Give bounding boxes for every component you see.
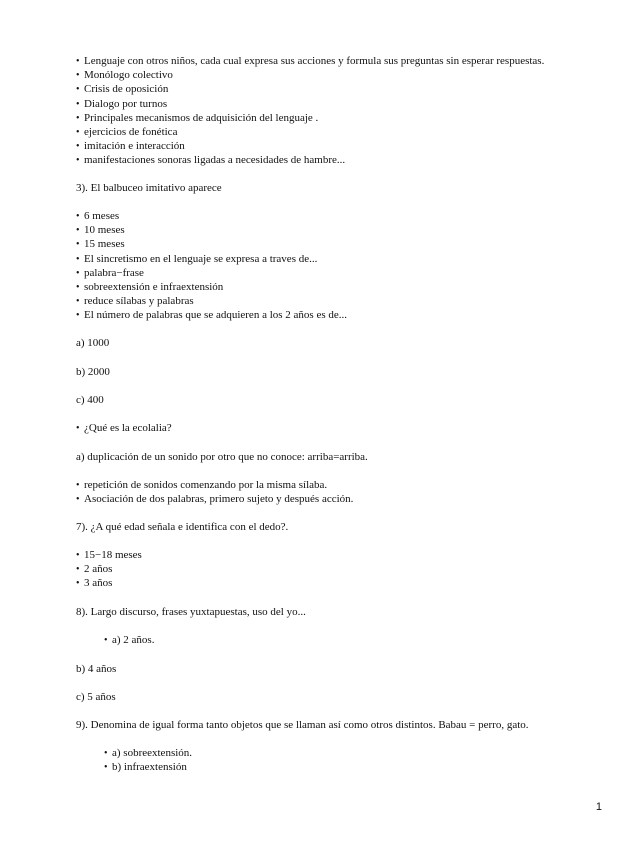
list-item: • El sincretismo en el lenguaje se expresa a traves de... [76, 252, 617, 266]
list-item: • Dialogo por turnos [76, 97, 617, 111]
question-8: 8). Largo discurso, frases yuxtapuestas, uso del yo... [76, 606, 306, 618]
list-item: • manifestaciones sonoras ligadas a necesidades de hambre... [76, 153, 617, 167]
list-item: • 15 meses [76, 237, 617, 251]
list-item: • ¿Qué es la ecolalia? [76, 421, 617, 435]
answer-c-400: c) 400 [76, 394, 104, 406]
bullet-list-babbling [76, 209, 617, 323]
answer-b-4: b) 4 años [76, 663, 117, 675]
bullet-list-language [76, 54, 617, 168]
page-number: 1 [595, 801, 602, 813]
list-item: • 15−18 meses [76, 548, 617, 562]
list-item: • palabra−frase [76, 266, 617, 280]
list-item: • 3 años [76, 576, 617, 590]
list-item: • El número de palabras que se adquieren a los 2 años es de... [76, 308, 617, 322]
question-3: 3). El balbuceo imitativo aparece [76, 182, 222, 194]
list-item: • 10 meses [76, 223, 617, 237]
list-item: • Crisis de oposición [76, 82, 617, 96]
bullet-list-q8-options [104, 633, 617, 647]
answer-b-2000: b) 2000 [76, 366, 110, 378]
list-item: • ejercicios de fonética [76, 125, 617, 139]
list-item: • b) infraextensión [104, 760, 617, 774]
list-item: • imitación e interacción [76, 139, 617, 153]
answer-ecolalia-a: a) duplicación de un sonido por otro que no conoce: arriba=arriba. [76, 451, 368, 463]
list-item: • Asociación de dos palabras, primero sujeto y después acción. [76, 492, 617, 506]
list-item: • Lenguaje con otros niños, cada cual expresa sus acciones y formula sus preguntas sin esperar respuestas. [76, 54, 617, 68]
bullet-list-ecolalia-options [76, 478, 617, 506]
bullet-list-ecolalia [76, 421, 617, 435]
question-7: 7). ¿A qué edad señala e identifica con el dedo?. [76, 521, 289, 533]
question-9: 9). Denomina de igual forma tanto objetos que se llaman así como otros distintos. Babau = perro, gato. [76, 719, 529, 731]
list-item: • sobreextensión e infraextensión [76, 280, 617, 294]
bullet-list-q9-options [104, 746, 617, 774]
list-item: • a) sobreextensión. [104, 746, 617, 760]
list-item: • reduce sílabas y palabras [76, 294, 617, 308]
list-item: • Principales mecanismos de adquisición del lenguaje . [76, 111, 617, 125]
answer-a-1000: a) 1000 [76, 337, 110, 349]
list-item: • 6 meses [76, 209, 617, 223]
list-item: • a) 2 años. [104, 633, 617, 647]
bullet-list-pointing-age [76, 548, 617, 591]
answer-c-5: c) 5 años [76, 691, 116, 703]
list-item: • repetición de sonidos comenzando por la misma sílaba. [76, 478, 617, 492]
list-item: • Monólogo colectivo [76, 68, 617, 82]
list-item: • 2 años [76, 562, 617, 576]
